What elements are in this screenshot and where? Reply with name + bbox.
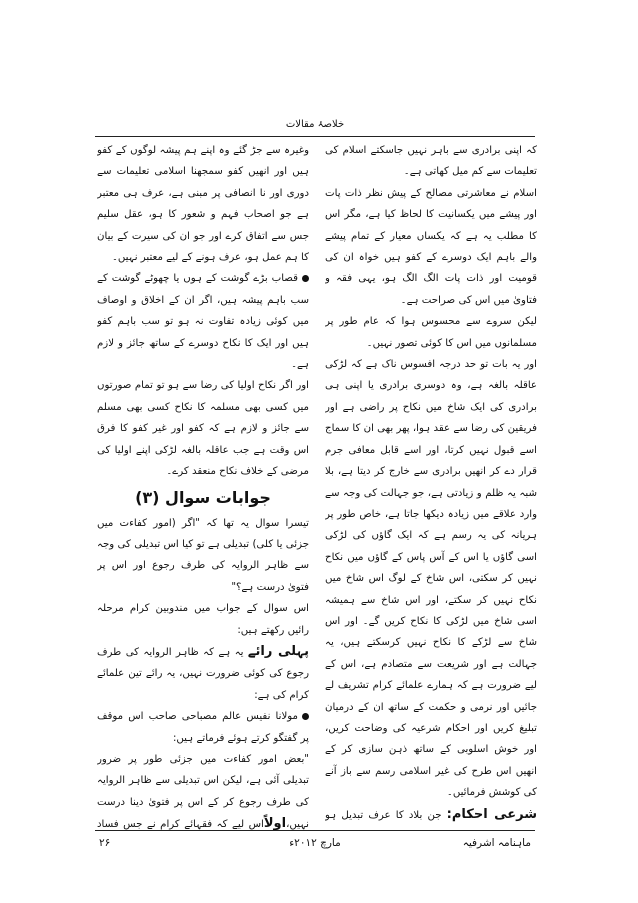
paragraph: لیکن سروے سے محسوس ہوا کہ عام طور پر مسلمانوں میں اس کا کوئی تصور نہیں۔: [325, 316, 537, 349]
paragraph-text: "بعض امور کفاءت میں جزئی طور پر ضرور تبدیلی آئی ہے، لیکن اس تبدیلی سے ظاہر الروایہ کی طرف رجوع کر کے اس پر فتویٰ دینا درست نہیں،: [97, 753, 309, 830]
paragraph: [97, 749, 309, 830]
paragraph: اور اگر نکاح اولیا کی رضا سے ہو تو تمام صورتوں میں کسی بھی مسلمہ کا نکاح کسی بھی مسلم سے جائز و لازم ہے کہ کفو اور غیر کفو کا فرق اس وقت ہے جب عاقلہ بالغہ لڑکی اپنے اولیا کی مرضی کے خلاف نکاح منعقد کرے۔: [97, 380, 309, 478]
paragraph-text: اس لیے کہ فقہائے کرام نے جس فساد: [97, 819, 264, 830]
inline-heading: پہلی رائے: [247, 643, 309, 659]
paragraph: اسلام نے معاشرتی مصالح کے پیش نظر ذات پات اور پیشے میں یکسانیت کا لحاظ کیا ہے، مگر اس کا مطلب یہ ہے کہ یکساں معیار کے تمام پیشے والے باہم ایک دوسرے کے کفو ہیں خواہ ان کی قومیت اور ذات پات الگ الگ ہو، یہی فقہ و فتاویٰ میں اس کی صراحت ہے۔: [325, 187, 537, 306]
paragraph: کہ اپنی برادری سے باہر نہیں جاسکتے اسلام کی تعلیمات سے کم میل کھاتی ہے۔: [325, 145, 537, 178]
paragraph-text: جن بلاد کا عرف تبدیل ہو: [325, 809, 442, 821]
paragraph-text: یہ ہے کہ ظاہر الروایہ کی طرف رجوع کی کوئی ضرورت نہیں، یہ رائے تین علمائے کرام کی ہے:: [97, 646, 309, 701]
paragraph-text: قصاب بڑے گوشت کے ہوں یا چھوٹے گوشت کے سب باہم پیشہ ہیں، اگر ان کے اخلاق و اوصاف میں کوئی زیادہ تفاوت نہ ہو تو سب باہم کفو ہیں اور ایک کا نکاح دوسرے کے ساتھ جائز و لازم ہے۔: [97, 273, 309, 371]
page-footer: [95, 830, 535, 853]
paragraph: [97, 268, 309, 375]
inline-heading: اولاً: [263, 816, 287, 830]
paragraph: [325, 804, 537, 830]
page-number: ۲۶: [99, 837, 111, 849]
paragraph: [97, 706, 309, 749]
magazine-name: ماہنامہ اشرفیہ: [462, 837, 531, 849]
paragraph: تیسرا سوال یہ تھا کہ "اگر (امور کفاءت میں جزئی یا کلی) تبدیلی ہے تو کیا اس تبدیلی کی وجہ سے ظاہر الروایہ کی طرف رجوع اور اس پر فتویٰ درست ہے؟": [97, 517, 309, 593]
paragraph: اور یہ بات تو حد درجہ افسوس ناک ہے کہ لڑکی عاقلہ بالغہ ہے، وہ دوسری برادری یا اپنی ہی برادری کی ایک شاخ میں نکاح پر راضی ہے اور فریقین کی رضا سے عقد ہوا، پھر بھی ان کا سماج اسے قبول نہیں کرتا، اور اسے قابل معافی جرم قرار دے کر انھیں برادری سے خارج کر دیتا ہے، بلا شبہ یہ ظلم و زیادتی ہے، جو جہالت کی وجہ سے وارد علاقے میں زیادہ دیکھا جاتا ہے، خاص طور پر ہریانہ کی یہ رسم ہے کہ ایک گاؤں کی لڑکی اسی گاؤں یا اس کے آس پاس کے گاؤں میں نکاح نہیں کر سکتی، اس شاخ کے لوگ اس شاخ میں نکاح نہیں کر سکتے، اور اس شاخ سے ہمیشہ اسی شاخ میں لڑکی کا نکاح کریں گے۔ اور اس شاخ سے لڑکے کا نکاح نہیں کرسکتے ہیں، یہ جہالت ہے اور شریعت سے متصادم ہے، اس کے لیے ضرورت ہے کہ ہمارے علمائے کرام تشریف لے جائیں اور نرمی و حکمت کے ساتھ ان کے درمیان تبلیغ کریں اور احکام شرعیہ کی وضاحت کریں، اور خوش اسلوبی کے ساتھ ذہن سازی کر کے انھیں اس طرح کی غیر اسلامی رسم سے باز آنے کی کوشش فرمائیں۔: [325, 359, 537, 799]
bullet-icon: [302, 275, 309, 282]
paragraph: [97, 641, 309, 706]
paragraph: اس سوال کے جواب میں مندوبین کرام مرحلہ رائیں رکھتے ہیں:: [97, 603, 309, 636]
issue-date: مارچ ۲۰۱۲ء: [289, 837, 341, 849]
running-title: خلاصۂ مقالات: [285, 119, 345, 130]
right-column: [325, 140, 537, 830]
paragraph-text: مولانا نفیس عالم مصباحی صاحب اس موقف پر گفتگو کرتے ہوئے فرماتے ہیں:: [97, 711, 309, 744]
page-header: [95, 118, 535, 137]
section-heading: جوابات سوال (۳): [135, 487, 271, 507]
bullet-icon: [302, 713, 309, 720]
inline-heading: شرعی احکام:: [446, 806, 537, 822]
left-column: [97, 140, 309, 830]
paragraph: وغیرہ سے جڑ گئے وہ اپنے ہم پیشہ لوگوں کے کفو ہیں اور انھیں کفو سمجھنا اسلامی تعلیمات سے دوری اور نا انصافی پر مبنی ہے، عرف ہی معتبر ہے جو اصحاب فہم و شعور کا ہو، عقل سلیم جس سے اتفاق کرے اور جو ان کی سیرت کے بیان کا ہم عمل ہو، عرف ہونے کے لیے معتبر نہیں۔: [97, 145, 309, 264]
